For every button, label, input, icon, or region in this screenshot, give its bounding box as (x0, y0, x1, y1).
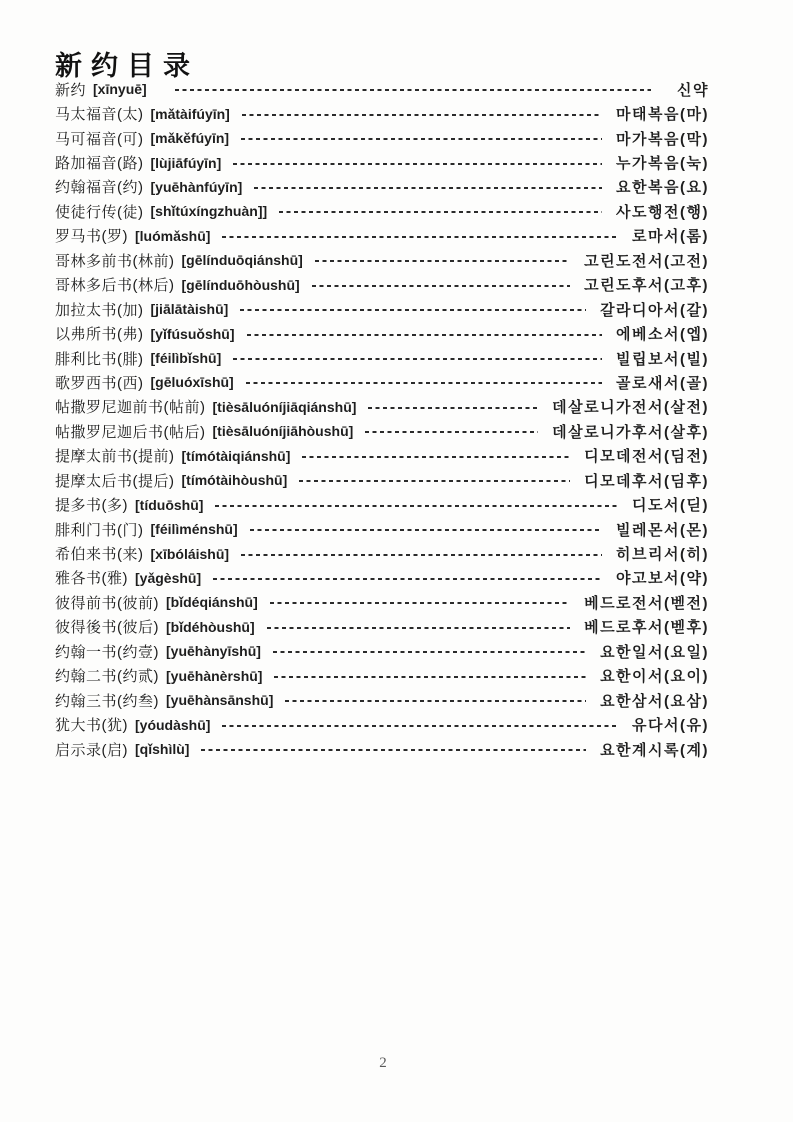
toc-row (55, 419, 709, 443)
dotted-leader (240, 309, 586, 311)
book-name-korean: 히브리서(히) (616, 546, 709, 564)
toc-row (55, 346, 709, 370)
book-name-korean: 데살로니가후서(살후) (552, 423, 709, 441)
book-name-pinyin: [luómǎshū] (135, 227, 211, 244)
dotted-leader (365, 431, 538, 433)
book-name-pinyin: [lùjiāfúyīn] (150, 154, 222, 171)
book-name-pinyin: [jiālātàishū] (150, 301, 229, 318)
page-title: 新约目录 (55, 51, 199, 82)
book-name-pinyin: [gēlínduōqiánshū] (181, 252, 303, 269)
dotted-leader (279, 211, 602, 213)
book-name-pinyin: [bǐdéqiánshū] (166, 594, 258, 611)
book-name-korean: 요한이서(요이) (600, 668, 709, 686)
book-name-korean: 빌레몬서(몬) (616, 521, 709, 539)
book-name-chinese: 腓利门书(门) (55, 521, 144, 539)
toc-row (55, 395, 709, 419)
book-name-korean: 갈라디아서(갈) (600, 301, 709, 319)
book-name-pinyin: [tímótàihòushū] (181, 472, 288, 489)
book-name-korean: 마태복음(마) (616, 106, 709, 124)
book-name-chinese: 使徒行传(徒) (55, 203, 144, 221)
dotted-leader (222, 725, 618, 727)
toc-row (55, 566, 709, 590)
book-name-chinese: 提摩太后书(提后) (55, 472, 175, 490)
book-name-pinyin: [shǐtúxíngzhuàn]] (150, 203, 268, 220)
toc-row (55, 150, 709, 174)
dotted-leader (302, 456, 570, 458)
book-name-pinyin: [tímótàiqiánshū] (181, 447, 291, 464)
book-name-korean: 베드로전서(벧전) (584, 594, 709, 612)
book-name-chinese: 约翰福音(约) (55, 179, 144, 197)
book-name-korean: 요한삼서(요삼) (600, 692, 709, 710)
book-name-pinyin: [féilìbǐshū] (150, 350, 222, 367)
book-name-pinyin: [xīnyuē] (93, 81, 147, 98)
dotted-leader (233, 163, 602, 165)
dotted-leader (315, 260, 570, 262)
toc-row (55, 77, 709, 101)
dotted-leader (273, 651, 586, 653)
book-name-pinyin: [tièsāluóníjiāqiánshū] (212, 398, 357, 415)
book-name-chinese: 彼得後书(彼后) (55, 619, 159, 637)
dotted-leader (312, 285, 570, 287)
book-name-pinyin: [bǐdéhòushū] (166, 618, 255, 635)
book-name-chinese: 犹大书(犹) (55, 717, 128, 735)
dotted-leader (201, 749, 586, 751)
toc-row (55, 101, 709, 125)
book-name-pinyin: [gēluóxīshū] (150, 374, 234, 391)
book-name-pinyin: [gēlínduōhòushū] (181, 276, 300, 293)
book-name-pinyin: [mǎtàifúyīn] (150, 105, 230, 122)
toc-row (55, 248, 709, 272)
toc-row (55, 126, 709, 150)
dotted-leader (285, 700, 586, 702)
dotted-leader (246, 382, 602, 384)
dotted-leader (242, 114, 602, 116)
dotted-leader (222, 236, 618, 238)
dotted-leader (368, 407, 538, 409)
toc-row (55, 517, 709, 541)
book-name-pinyin: [mǎkěfúyīn] (150, 130, 230, 147)
book-name-chinese: 希伯来书(来) (55, 546, 144, 564)
book-name-chinese: 路加福音(路) (55, 155, 144, 173)
toc-row (55, 199, 709, 223)
book-name-korean: 고린도전서(고전) (584, 252, 709, 270)
dotted-leader (175, 89, 651, 91)
book-name-chinese: 加拉太书(加) (55, 301, 144, 319)
dotted-leader (254, 187, 602, 189)
book-name-korean: 디도서(딛) (632, 497, 709, 515)
book-name-pinyin: [yuēhànyīshū] (166, 643, 261, 660)
book-name-korean: 디모데전서(딤전) (584, 448, 709, 466)
book-name-chinese: 约翰三书(约叁) (55, 692, 159, 710)
book-name-korean: 빌립보서(빌) (616, 350, 709, 368)
book-name-pinyin: [yǎgèshū] (135, 569, 202, 586)
toc-row (55, 590, 709, 614)
book-name-korean: 로마서(롬) (632, 228, 709, 246)
book-name-korean: 마가복음(막) (616, 130, 709, 148)
book-name-chinese: 彼得前书(彼前) (55, 594, 159, 612)
toc-row (55, 639, 709, 663)
toc-row (55, 370, 709, 394)
book-name-korean: 신약 (677, 81, 709, 99)
book-name-korean: 베드로후서(벧후) (584, 619, 709, 637)
book-name-chinese: 腓利比书(腓) (55, 350, 144, 368)
toc-row (55, 273, 709, 297)
toc-row (55, 664, 709, 688)
book-name-korean: 고린도후서(고후) (584, 277, 709, 295)
book-name-chinese: 提多书(多) (55, 497, 128, 515)
dotted-leader (270, 602, 570, 604)
book-name-chinese: 雅各书(雅) (55, 570, 128, 588)
book-name-korean: 유다서(유) (632, 717, 709, 735)
dotted-leader (247, 334, 603, 336)
page-number: 2 (379, 1055, 387, 1071)
book-name-pinyin: [yóudàshū] (135, 716, 211, 733)
dotted-leader (215, 505, 618, 507)
dotted-leader (250, 529, 602, 531)
book-name-pinyin: [qǐshìlù] (135, 741, 190, 758)
toc-row (55, 175, 709, 199)
book-name-chinese: 歌罗西书(西) (55, 374, 144, 392)
book-name-chinese: 约翰二书(约贰) (55, 668, 159, 686)
book-name-korean: 요한복음(요) (616, 179, 709, 197)
book-name-pinyin: [tièsāluóníjiāhòushū] (212, 423, 354, 440)
book-name-korean: 디모데후서(딤후) (584, 472, 709, 490)
toc-row (55, 468, 709, 492)
dotted-leader (267, 627, 570, 629)
toc-row (55, 224, 709, 248)
dotted-leader (213, 578, 602, 580)
toc-row (55, 321, 709, 345)
book-name-korean: 에베소서(엡) (616, 326, 709, 344)
book-name-pinyin: [tíduōshū] (135, 496, 204, 513)
dotted-leader (299, 480, 570, 482)
toc-row (55, 297, 709, 321)
book-name-korean: 야고보서(약) (616, 570, 709, 588)
book-name-pinyin: [yǐfúsuǒshū] (150, 325, 235, 342)
book-name-chinese: 哥林多前书(林前) (55, 252, 175, 270)
book-name-pinyin: [xībóláishū] (150, 545, 230, 562)
book-name-chinese: 马可福音(可) (55, 130, 144, 148)
book-name-chinese: 帖撒罗尼迦后书(帖后) (55, 423, 206, 441)
book-name-chinese: 罗马书(罗) (55, 228, 128, 246)
book-name-korean: 요한계시록(계) (600, 741, 709, 759)
book-name-chinese: 马太福音(太) (55, 106, 144, 124)
toc-row (55, 737, 709, 761)
toc-row (55, 615, 709, 639)
book-name-korean: 요한일서(요일) (600, 643, 709, 661)
book-name-chinese: 约翰一书(约壹) (55, 643, 159, 661)
dotted-leader (241, 554, 602, 556)
book-name-chinese: 帖撒罗尼迦前书(帖前) (55, 399, 206, 417)
book-name-chinese: 哥林多后书(林后) (55, 277, 175, 295)
toc-list (55, 77, 709, 761)
toc-row (55, 444, 709, 468)
toc-row (55, 712, 709, 736)
book-name-pinyin: [yuēhànsānshū] (166, 692, 274, 709)
book-name-pinyin: [yuēhànèrshū] (166, 667, 263, 684)
book-name-korean: 누가복음(눅) (616, 155, 709, 173)
book-name-pinyin: [yuēhànfúyīn] (150, 178, 243, 195)
dotted-leader (241, 138, 602, 140)
book-name-korean: 골로새서(골) (616, 374, 709, 392)
book-name-chinese: 以弗所书(弗) (55, 326, 144, 344)
book-name-chinese: 启示录(启) (55, 741, 128, 759)
book-name-korean: 사도행전(행) (616, 203, 709, 221)
book-name-chinese: 提摩太前书(提前) (55, 448, 175, 466)
toc-row (55, 492, 709, 516)
toc-row (55, 688, 709, 712)
book-name-pinyin: [féilìménshū] (150, 521, 238, 538)
dotted-leader (274, 676, 586, 678)
book-name-korean: 데살로니가전서(살전) (552, 399, 709, 417)
dotted-leader (233, 358, 602, 360)
book-name-chinese: 新约 (55, 81, 87, 99)
toc-row (55, 541, 709, 565)
